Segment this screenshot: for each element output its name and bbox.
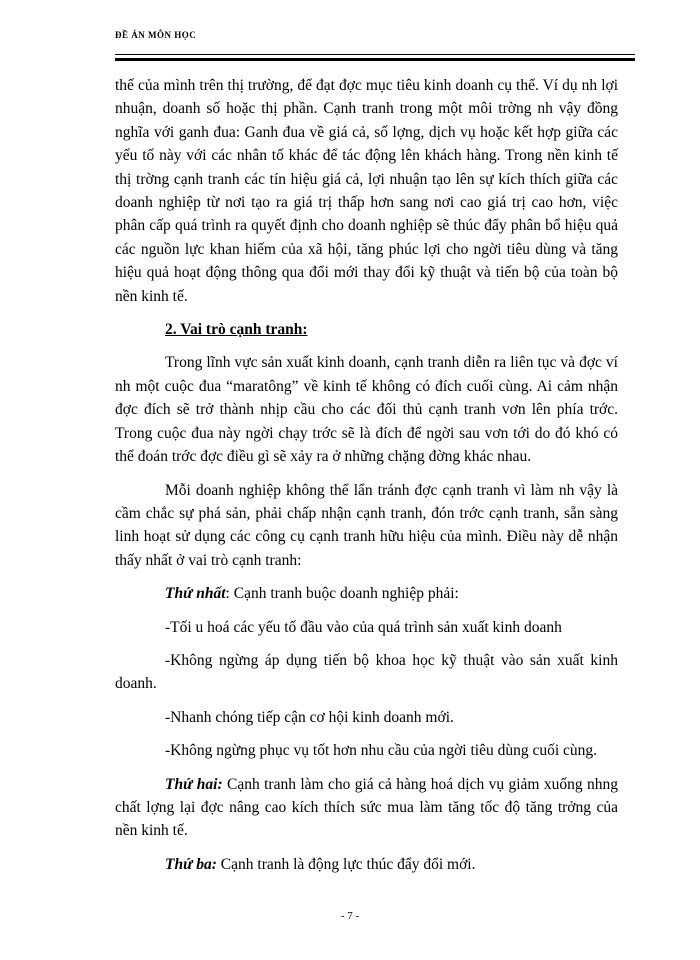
list-item-first xyxy=(115,582,618,605)
item-first-text: : Cạnh tranh buộc doanh nghiệp phải: xyxy=(225,585,459,603)
bullet-item: -Không ngừng áp dụng tiến bộ khoa học kỹ thuật vào sản xuất kinh doanh. xyxy=(115,651,618,693)
bullet-item: -Nhanh chóng tiếp cận cơ hội kinh doanh mới. xyxy=(165,708,454,726)
header-rule-thin xyxy=(115,54,635,55)
list-item-second xyxy=(115,773,618,843)
section-heading: 2. Vai trò cạnh tranh: xyxy=(165,321,308,339)
paragraph-role-1: Trong lĩnh vực sản xuất kinh doanh, cạnh tranh diễn ra liên tục và đợc ví nh một cuộc đua “maratông” về kinh tế không có đích cuối cùng. Ai cảm nhận đợc đích sẽ trở thành nhịp cầu cho các đối thủ cạnh tranh vơn lên phía trớc. Trong cuộc đua này ngời chạy trớc sẽ là đích để ngời sau vơn tới do đó khó có thể đoán trớc đợc điều gì sẽ xảy ra ở những chặng đờng khác nhau. xyxy=(115,354,618,466)
item-second-label: Thứ hai: xyxy=(165,775,223,793)
list-item-third xyxy=(115,853,618,876)
item-third-text: Cạnh tranh là động lực thúc đẩy đổi mới. xyxy=(216,855,476,873)
page-number: - 7 - xyxy=(340,910,360,922)
bullet-item: -Không ngừng phục vụ tốt hơn nhu cầu của ngời tiêu dùng cuối cùng. xyxy=(165,742,598,760)
bullet-item: -Tối u hoá các yếu tố đầu vào của quá trình sản xuất kinh doanh xyxy=(165,618,562,636)
paragraph-role-2: Mỗi doanh nghiệp không thể lẩn tránh đợc cạnh tranh vì làm nh vậy là cầm chắc sự phá sản, phải chấp nhận cạnh tranh, đón trớc cạnh tranh, sẵn sàng linh hoạt sử dụng các công cụ cạnh tranh hữu hiệu của mình. Điều này dễ nhận thấy nhất ở vai trò cạnh tranh: xyxy=(115,481,618,569)
item-second-text: Cạnh tranh làm cho giá cả hàng hoá dịch vụ giảm xuống nhng chất lợng lại đợc nâng cao kích thích sức mua làm tăng tốc độ tăng trởng của nền kinh tế. xyxy=(115,775,618,840)
item-first-label: Thứ nhất xyxy=(165,585,226,603)
page-body xyxy=(115,74,618,886)
item-third-label: Thứ ba: xyxy=(165,855,217,873)
paragraph-intro: thế của mình trên thị trường, để đạt đợc mục tiêu kinh doanh cụ thể. Ví dụ nh lợi nhuận, doanh số hoặc thị phần. Cạnh tranh trong một môi trờng nh vậy đồng nghĩa với ganh đua: Ganh đua về giá cả, số lợng, dịch vụ hoặc kết hợp giữa các yếu tố này với các nhân tố khác để tác động lên khách hàng. Trong nền kinh tế thị trờng cạnh tranh các tín hiệu giá cả, lợi nhuận tạo lên sự kích thích giữa các doanh nghiệp từ nơi tạo ra giá trị thấp hơn sang nơi cao giá trị cao hơn, việc phân cấp quá trình ra quyết định cho doanh nghiệp sẽ thúc đẩy phân bổ hiệu quả các nguồn lực khan hiếm của xã hội, tăng phúc lợi cho ngời tiêu dùng và tăng hiệu quả hoạt động thông qua đổi mới thay đổi kỹ thuật và tiến bộ của toàn bộ nền kinh tế. xyxy=(115,77,618,305)
page-header: ĐỀ ÁN MÔN HỌC xyxy=(115,30,197,40)
header-rule-thick xyxy=(115,58,635,61)
